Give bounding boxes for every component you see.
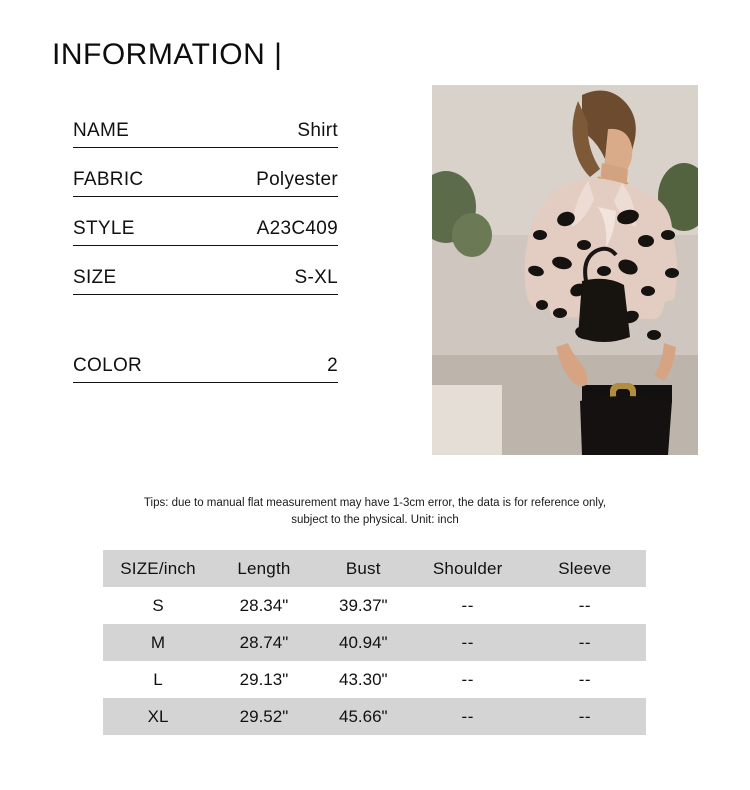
cell-sleeve: -- bbox=[578, 706, 592, 726]
cell-length: 29.52" bbox=[239, 706, 289, 726]
size-chart-header bbox=[103, 550, 646, 587]
spec-row-size bbox=[73, 267, 338, 295]
spec-value: Polyester bbox=[256, 169, 338, 190]
table-row bbox=[103, 624, 646, 661]
table-header-row bbox=[103, 550, 646, 587]
spec-value: 2 bbox=[327, 355, 338, 376]
cell-size: M bbox=[150, 632, 166, 652]
cell-shoulder: -- bbox=[461, 595, 474, 615]
spec-key: STYLE bbox=[73, 218, 135, 239]
cell-length: 29.13" bbox=[239, 669, 289, 689]
spec-row-fabric bbox=[73, 169, 338, 197]
measurement-tips bbox=[75, 495, 675, 530]
table-row bbox=[103, 661, 646, 698]
cell-bust: 43.30" bbox=[338, 669, 388, 689]
spec-row-name bbox=[73, 120, 338, 148]
cell-bust: 39.37" bbox=[338, 595, 388, 615]
header-sleeve: Sleeve bbox=[558, 558, 612, 578]
cell-shoulder: -- bbox=[461, 669, 474, 689]
cell-length: 28.34" bbox=[239, 595, 289, 615]
tips-line-1: Tips: due to manual flat measurement may have 1-3cm error, the data is for reference only, bbox=[143, 497, 607, 509]
cell-size: L bbox=[153, 669, 163, 689]
table-row bbox=[103, 587, 646, 624]
spec-value: S-XL bbox=[294, 267, 338, 288]
product-photo-illustration bbox=[432, 85, 698, 455]
cell-bust: 40.94" bbox=[338, 632, 388, 652]
table-row bbox=[103, 698, 646, 735]
spec-key: SIZE bbox=[73, 267, 117, 288]
spec-key: COLOR bbox=[73, 355, 143, 376]
header-shoulder: Shoulder bbox=[432, 558, 503, 578]
spec-key: FABRIC bbox=[73, 169, 144, 190]
cell-length: 28.74" bbox=[239, 632, 289, 652]
cell-sleeve: -- bbox=[578, 632, 592, 652]
page-title: INFORMATION | bbox=[52, 38, 283, 71]
cell-sleeve: -- bbox=[578, 669, 592, 689]
header-size: SIZE/inch bbox=[120, 558, 196, 578]
header-bust: Bust bbox=[345, 558, 381, 578]
header-length: Length bbox=[237, 558, 291, 578]
cell-shoulder: -- bbox=[461, 706, 474, 726]
cell-shoulder: -- bbox=[461, 632, 474, 652]
size-chart-table bbox=[103, 550, 646, 735]
spec-value: A23C409 bbox=[256, 218, 338, 239]
cell-size: XL bbox=[147, 706, 169, 726]
tips-line-2: subject to the physical. Unit: inch bbox=[291, 514, 459, 527]
product-photo bbox=[432, 85, 698, 455]
spec-row-style bbox=[73, 218, 338, 246]
size-chart-body bbox=[103, 587, 646, 735]
spec-key: NAME bbox=[73, 120, 130, 141]
cell-sleeve: -- bbox=[578, 595, 592, 615]
spec-row-color bbox=[73, 355, 338, 383]
specification-list bbox=[73, 120, 338, 404]
cell-bust: 45.66" bbox=[338, 706, 388, 726]
spec-value: Shirt bbox=[297, 120, 338, 141]
cell-size: S bbox=[152, 595, 164, 615]
